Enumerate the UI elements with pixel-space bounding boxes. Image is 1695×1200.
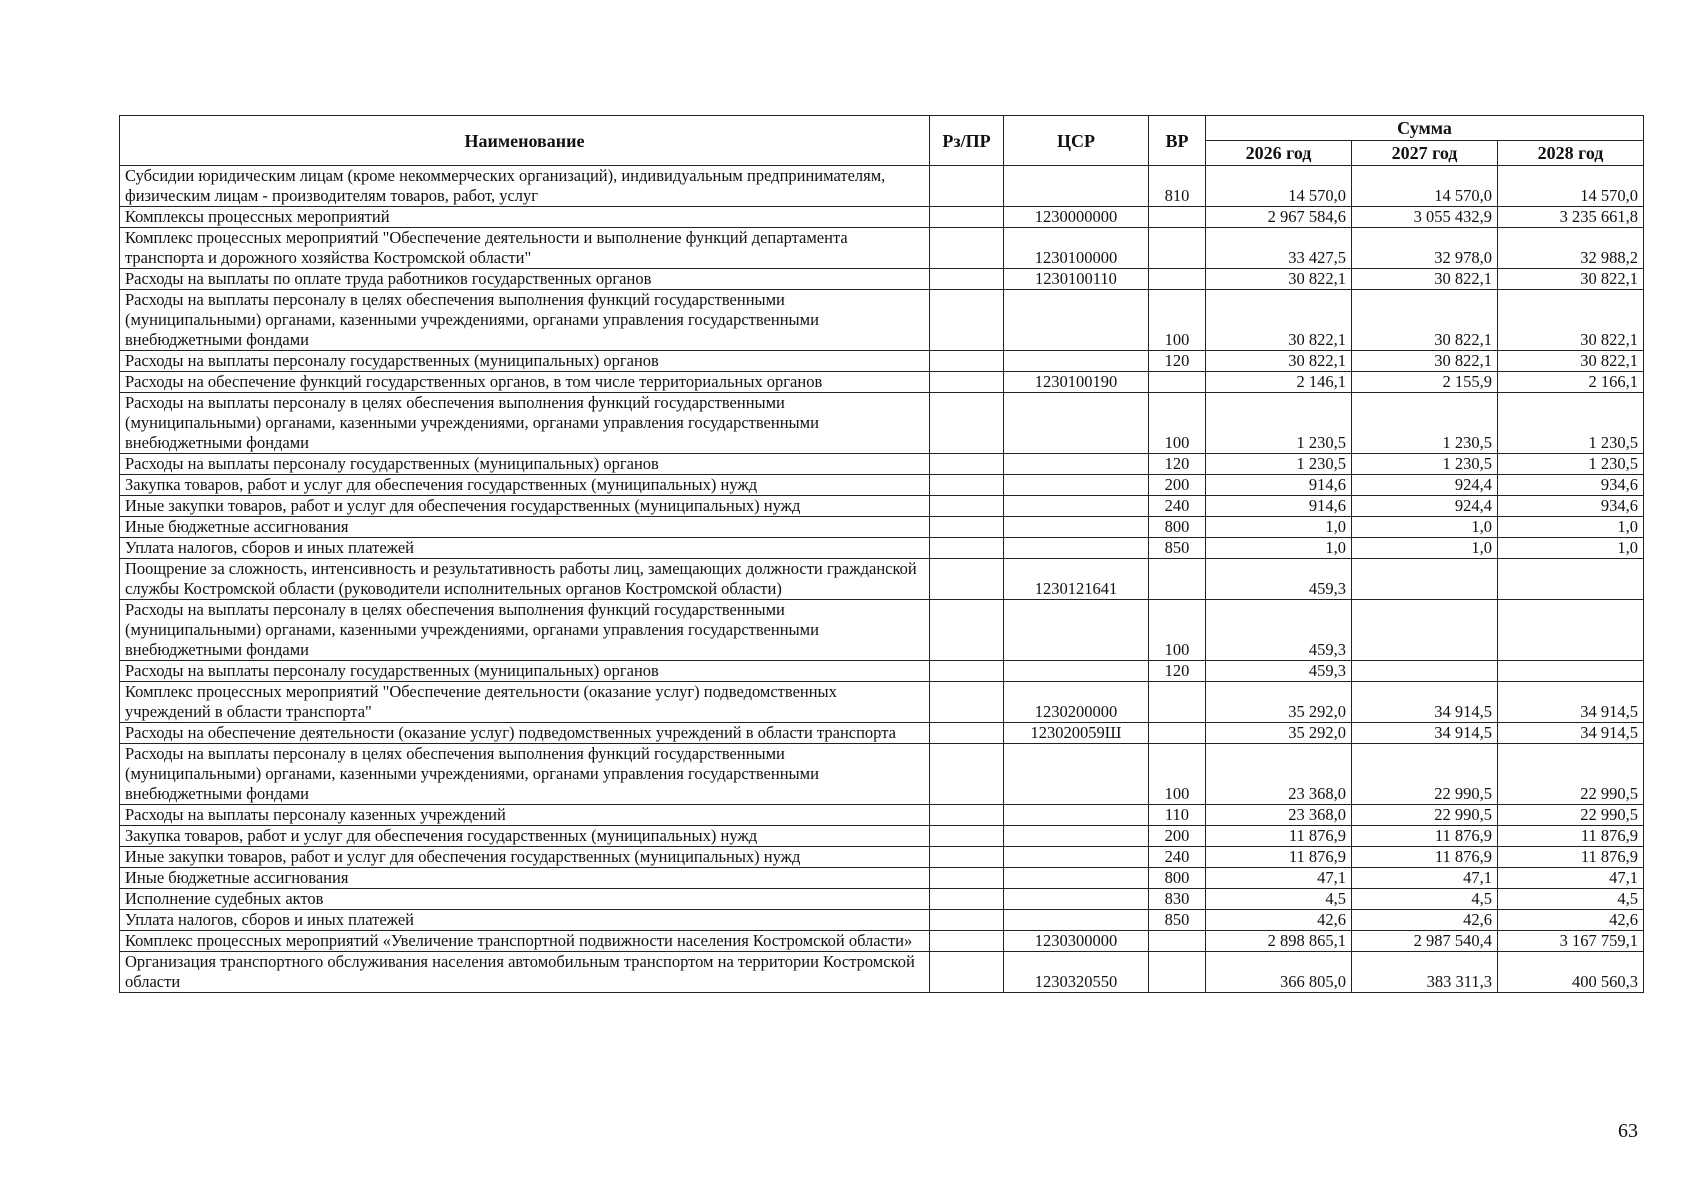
cell-2027: 34 914,5 bbox=[1352, 682, 1498, 723]
cell-2028: 934,6 bbox=[1498, 475, 1644, 496]
cell-vr: 800 bbox=[1149, 517, 1206, 538]
table-row bbox=[120, 372, 1644, 393]
table-row bbox=[120, 805, 1644, 826]
cell-rzpr bbox=[930, 847, 1004, 868]
cell-2026: 30 822,1 bbox=[1206, 269, 1352, 290]
cell-2026: 2 967 584,6 bbox=[1206, 207, 1352, 228]
cell-rzpr bbox=[930, 538, 1004, 559]
cell-vr: 110 bbox=[1149, 805, 1206, 826]
cell-2026: 30 822,1 bbox=[1206, 351, 1352, 372]
cell-name: Исполнение судебных актов bbox=[120, 889, 930, 910]
table-row bbox=[120, 847, 1644, 868]
cell-2027 bbox=[1352, 600, 1498, 661]
cell-2026: 459,3 bbox=[1206, 559, 1352, 600]
table-row bbox=[120, 228, 1644, 269]
cell-name: Расходы на обеспечение функций государственных органов, в том числе территориальных органов bbox=[120, 372, 930, 393]
cell-rzpr bbox=[930, 351, 1004, 372]
cell-csr: 123020059Ш bbox=[1004, 723, 1149, 744]
cell-2027 bbox=[1352, 559, 1498, 600]
cell-name: Иные бюджетные ассигнования bbox=[120, 868, 930, 889]
cell-2027: 47,1 bbox=[1352, 868, 1498, 889]
table-row bbox=[120, 207, 1644, 228]
cell-2028 bbox=[1498, 559, 1644, 600]
cell-name: Закупка товаров, работ и услуг для обеспечения государственных (муниципальных) нужд bbox=[120, 475, 930, 496]
cell-rzpr bbox=[930, 952, 1004, 993]
cell-2027: 2 987 540,4 bbox=[1352, 931, 1498, 952]
cell-rzpr bbox=[930, 269, 1004, 290]
cell-2026: 914,6 bbox=[1206, 475, 1352, 496]
cell-csr bbox=[1004, 868, 1149, 889]
cell-2026: 47,1 bbox=[1206, 868, 1352, 889]
cell-2028: 11 876,9 bbox=[1498, 826, 1644, 847]
cell-2026: 1 230,5 bbox=[1206, 393, 1352, 454]
budget-document bbox=[119, 115, 1643, 993]
cell-name: Организация транспортного обслуживания населения автомобильным транспортом на территории Костромской области bbox=[120, 952, 930, 993]
cell-2026: 1,0 bbox=[1206, 538, 1352, 559]
cell-vr bbox=[1149, 931, 1206, 952]
cell-vr: 850 bbox=[1149, 910, 1206, 931]
cell-rzpr bbox=[930, 517, 1004, 538]
table-row bbox=[120, 889, 1644, 910]
cell-2028: 34 914,5 bbox=[1498, 723, 1644, 744]
cell-2027: 34 914,5 bbox=[1352, 723, 1498, 744]
cell-2027: 924,4 bbox=[1352, 475, 1498, 496]
cell-name: Закупка товаров, работ и услуг для обеспечения государственных (муниципальных) нужд bbox=[120, 826, 930, 847]
cell-2028: 1,0 bbox=[1498, 538, 1644, 559]
table-row bbox=[120, 166, 1644, 207]
cell-rzpr bbox=[930, 661, 1004, 682]
cell-name: Уплата налогов, сборов и иных платежей bbox=[120, 910, 930, 931]
cell-name: Расходы на выплаты по оплате труда работников государственных органов bbox=[120, 269, 930, 290]
cell-name: Расходы на обеспечение деятельности (оказание услуг) подведомственных учреждений в области транспорта bbox=[120, 723, 930, 744]
cell-rzpr bbox=[930, 393, 1004, 454]
cell-vr: 800 bbox=[1149, 868, 1206, 889]
cell-csr bbox=[1004, 910, 1149, 931]
cell-csr bbox=[1004, 847, 1149, 868]
cell-2028: 34 914,5 bbox=[1498, 682, 1644, 723]
header-year-2026: 2026 год bbox=[1206, 141, 1352, 166]
cell-csr: 1230200000 bbox=[1004, 682, 1149, 723]
cell-rzpr bbox=[930, 475, 1004, 496]
cell-2026: 35 292,0 bbox=[1206, 723, 1352, 744]
cell-name: Комплексы процессных мероприятий bbox=[120, 207, 930, 228]
cell-rzpr bbox=[930, 889, 1004, 910]
cell-2027: 1 230,5 bbox=[1352, 454, 1498, 475]
header-name: Наименование bbox=[120, 116, 930, 166]
cell-vr: 830 bbox=[1149, 889, 1206, 910]
cell-2026: 11 876,9 bbox=[1206, 847, 1352, 868]
cell-name: Комплекс процессных мероприятий "Обеспечение деятельности и выполнение функций департамента транспорта и дорожного хозяйства Костромской области" bbox=[120, 228, 930, 269]
cell-2028: 22 990,5 bbox=[1498, 744, 1644, 805]
cell-2028: 11 876,9 bbox=[1498, 847, 1644, 868]
header-sum: Сумма bbox=[1206, 116, 1644, 141]
header-csr: ЦСР bbox=[1004, 116, 1149, 166]
cell-2026: 23 368,0 bbox=[1206, 805, 1352, 826]
table-header-row bbox=[120, 116, 1644, 141]
cell-vr bbox=[1149, 559, 1206, 600]
table-row bbox=[120, 290, 1644, 351]
cell-csr: 1230121641 bbox=[1004, 559, 1149, 600]
cell-vr bbox=[1149, 952, 1206, 993]
budget-table bbox=[119, 115, 1644, 993]
cell-csr: 1230100190 bbox=[1004, 372, 1149, 393]
cell-vr: 120 bbox=[1149, 351, 1206, 372]
cell-csr bbox=[1004, 600, 1149, 661]
cell-2027: 30 822,1 bbox=[1352, 269, 1498, 290]
cell-vr: 120 bbox=[1149, 454, 1206, 475]
table-row bbox=[120, 600, 1644, 661]
table-row bbox=[120, 826, 1644, 847]
cell-name: Иные закупки товаров, работ и услуг для обеспечения государственных (муниципальных) нужд bbox=[120, 496, 930, 517]
cell-2027: 32 978,0 bbox=[1352, 228, 1498, 269]
cell-2027: 14 570,0 bbox=[1352, 166, 1498, 207]
cell-rzpr bbox=[930, 931, 1004, 952]
cell-rzpr bbox=[930, 228, 1004, 269]
cell-2028: 32 988,2 bbox=[1498, 228, 1644, 269]
cell-vr: 240 bbox=[1149, 496, 1206, 517]
cell-2027: 924,4 bbox=[1352, 496, 1498, 517]
cell-name: Расходы на выплаты персоналу государственных (муниципальных) органов bbox=[120, 661, 930, 682]
table-row bbox=[120, 393, 1644, 454]
cell-rzpr bbox=[930, 826, 1004, 847]
cell-2027: 11 876,9 bbox=[1352, 847, 1498, 868]
cell-2026: 459,3 bbox=[1206, 600, 1352, 661]
cell-csr: 1230000000 bbox=[1004, 207, 1149, 228]
cell-name: Расходы на выплаты персоналу государственных (муниципальных) органов bbox=[120, 454, 930, 475]
cell-2027: 4,5 bbox=[1352, 889, 1498, 910]
cell-2028: 1 230,5 bbox=[1498, 393, 1644, 454]
table-row bbox=[120, 351, 1644, 372]
cell-rzpr bbox=[930, 290, 1004, 351]
cell-2028: 934,6 bbox=[1498, 496, 1644, 517]
cell-vr: 240 bbox=[1149, 847, 1206, 868]
cell-vr bbox=[1149, 682, 1206, 723]
table-row bbox=[120, 723, 1644, 744]
cell-vr: 100 bbox=[1149, 290, 1206, 351]
cell-csr bbox=[1004, 661, 1149, 682]
cell-vr: 850 bbox=[1149, 538, 1206, 559]
cell-name: Расходы на выплаты персоналу в целях обеспечения выполнения функций государственными (муниципальными) органами, казенными учреждениями, органами управления государственными внебюджетными фондами bbox=[120, 744, 930, 805]
cell-2027: 1,0 bbox=[1352, 517, 1498, 538]
cell-2028: 42,6 bbox=[1498, 910, 1644, 931]
cell-2028: 30 822,1 bbox=[1498, 351, 1644, 372]
cell-2026: 366 805,0 bbox=[1206, 952, 1352, 993]
cell-2027: 42,6 bbox=[1352, 910, 1498, 931]
cell-rzpr bbox=[930, 372, 1004, 393]
cell-2026: 4,5 bbox=[1206, 889, 1352, 910]
cell-csr: 1230100000 bbox=[1004, 228, 1149, 269]
cell-rzpr bbox=[930, 723, 1004, 744]
cell-vr: 810 bbox=[1149, 166, 1206, 207]
cell-2028: 30 822,1 bbox=[1498, 290, 1644, 351]
header-year-2028: 2028 год bbox=[1498, 141, 1644, 166]
cell-name: Уплата налогов, сборов и иных платежей bbox=[120, 538, 930, 559]
cell-2027: 11 876,9 bbox=[1352, 826, 1498, 847]
cell-vr: 120 bbox=[1149, 661, 1206, 682]
cell-2026: 14 570,0 bbox=[1206, 166, 1352, 207]
cell-csr bbox=[1004, 166, 1149, 207]
cell-csr bbox=[1004, 538, 1149, 559]
cell-2027: 3 055 432,9 bbox=[1352, 207, 1498, 228]
cell-name: Комплекс процессных мероприятий "Обеспечение деятельности (оказание услуг) подведомственных учреждений в области транспорта" bbox=[120, 682, 930, 723]
cell-rzpr bbox=[930, 166, 1004, 207]
table-row bbox=[120, 454, 1644, 475]
cell-2028: 30 822,1 bbox=[1498, 269, 1644, 290]
cell-vr bbox=[1149, 269, 1206, 290]
cell-vr bbox=[1149, 723, 1206, 744]
header-rzpr: Рз/ПР bbox=[930, 116, 1004, 166]
cell-name: Расходы на выплаты персоналу казенных учреждений bbox=[120, 805, 930, 826]
cell-2028: 22 990,5 bbox=[1498, 805, 1644, 826]
cell-2026: 459,3 bbox=[1206, 661, 1352, 682]
cell-rzpr bbox=[930, 682, 1004, 723]
cell-2026: 23 368,0 bbox=[1206, 744, 1352, 805]
table-row bbox=[120, 661, 1644, 682]
cell-vr bbox=[1149, 372, 1206, 393]
cell-2026: 11 876,9 bbox=[1206, 826, 1352, 847]
table-row bbox=[120, 682, 1644, 723]
cell-name: Комплекс процессных мероприятий «Увеличение транспортной подвижности населения Костромской области» bbox=[120, 931, 930, 952]
cell-2028: 3 235 661,8 bbox=[1498, 207, 1644, 228]
table-row bbox=[120, 931, 1644, 952]
cell-rzpr bbox=[930, 496, 1004, 517]
cell-vr bbox=[1149, 207, 1206, 228]
cell-2027: 1 230,5 bbox=[1352, 393, 1498, 454]
cell-2027: 22 990,5 bbox=[1352, 744, 1498, 805]
cell-name: Расходы на выплаты персоналу в целях обеспечения выполнения функций государственными (муниципальными) органами, казенными учреждениями, органами управления государственными внебюджетными фондами bbox=[120, 290, 930, 351]
cell-2027: 30 822,1 bbox=[1352, 290, 1498, 351]
cell-2027: 383 311,3 bbox=[1352, 952, 1498, 993]
cell-2028: 2 166,1 bbox=[1498, 372, 1644, 393]
cell-2026: 33 427,5 bbox=[1206, 228, 1352, 269]
cell-2026: 35 292,0 bbox=[1206, 682, 1352, 723]
cell-vr: 200 bbox=[1149, 475, 1206, 496]
cell-2028: 14 570,0 bbox=[1498, 166, 1644, 207]
cell-rzpr bbox=[930, 454, 1004, 475]
cell-rzpr bbox=[930, 600, 1004, 661]
cell-rzpr bbox=[930, 868, 1004, 889]
table-row bbox=[120, 475, 1644, 496]
cell-csr bbox=[1004, 517, 1149, 538]
cell-2028: 400 560,3 bbox=[1498, 952, 1644, 993]
table-body bbox=[120, 166, 1644, 993]
cell-name: Расходы на выплаты персоналу в целях обеспечения выполнения функций государственными (муниципальными) органами, казенными учреждениями, органами управления государственными внебюджетными фондами bbox=[120, 393, 930, 454]
cell-rzpr bbox=[930, 805, 1004, 826]
cell-rzpr bbox=[930, 910, 1004, 931]
cell-2026: 42,6 bbox=[1206, 910, 1352, 931]
cell-2028: 4,5 bbox=[1498, 889, 1644, 910]
cell-csr bbox=[1004, 393, 1149, 454]
header-year-2027: 2027 год bbox=[1352, 141, 1498, 166]
cell-2027: 2 155,9 bbox=[1352, 372, 1498, 393]
cell-vr: 100 bbox=[1149, 744, 1206, 805]
cell-name: Поощрение за сложность, интенсивность и результативность работы лиц, замещающих должности гражданской службы Костромской области (руководители исполнительных органов Костромской области) bbox=[120, 559, 930, 600]
cell-2028: 3 167 759,1 bbox=[1498, 931, 1644, 952]
cell-name: Иные бюджетные ассигнования bbox=[120, 517, 930, 538]
cell-2027 bbox=[1352, 661, 1498, 682]
cell-vr: 200 bbox=[1149, 826, 1206, 847]
cell-csr bbox=[1004, 744, 1149, 805]
cell-csr: 1230100110 bbox=[1004, 269, 1149, 290]
cell-name: Расходы на выплаты персоналу государственных (муниципальных) органов bbox=[120, 351, 930, 372]
cell-2026: 30 822,1 bbox=[1206, 290, 1352, 351]
table-row bbox=[120, 517, 1644, 538]
cell-2027: 30 822,1 bbox=[1352, 351, 1498, 372]
cell-csr bbox=[1004, 454, 1149, 475]
cell-name: Субсидии юридическим лицам (кроме некоммерческих организаций), индивидуальным предпринимателям, физическим лицам - производителям товаров, работ, услуг bbox=[120, 166, 930, 207]
table-row bbox=[120, 269, 1644, 290]
table-row bbox=[120, 910, 1644, 931]
cell-csr: 1230320550 bbox=[1004, 952, 1149, 993]
cell-2028: 1,0 bbox=[1498, 517, 1644, 538]
table-row bbox=[120, 496, 1644, 517]
cell-csr bbox=[1004, 496, 1149, 517]
table-row bbox=[120, 559, 1644, 600]
cell-2026: 914,6 bbox=[1206, 496, 1352, 517]
cell-csr bbox=[1004, 805, 1149, 826]
cell-2027: 1,0 bbox=[1352, 538, 1498, 559]
cell-2026: 1,0 bbox=[1206, 517, 1352, 538]
cell-csr bbox=[1004, 889, 1149, 910]
header-vr: ВР bbox=[1149, 116, 1206, 166]
cell-rzpr bbox=[930, 207, 1004, 228]
cell-vr: 100 bbox=[1149, 600, 1206, 661]
table-row bbox=[120, 538, 1644, 559]
cell-name: Расходы на выплаты персоналу в целях обеспечения выполнения функций государственными (муниципальными) органами, казенными учреждениями, органами управления государственными внебюджетными фондами bbox=[120, 600, 930, 661]
cell-rzpr bbox=[930, 559, 1004, 600]
page-number: 63 bbox=[1618, 1120, 1638, 1142]
cell-2028 bbox=[1498, 661, 1644, 682]
cell-csr bbox=[1004, 290, 1149, 351]
cell-rzpr bbox=[930, 744, 1004, 805]
cell-2026: 2 898 865,1 bbox=[1206, 931, 1352, 952]
cell-vr: 100 bbox=[1149, 393, 1206, 454]
cell-csr bbox=[1004, 475, 1149, 496]
table-row bbox=[120, 868, 1644, 889]
cell-name: Иные закупки товаров, работ и услуг для обеспечения государственных (муниципальных) нужд bbox=[120, 847, 930, 868]
table-row bbox=[120, 744, 1644, 805]
cell-2026: 2 146,1 bbox=[1206, 372, 1352, 393]
cell-vr bbox=[1149, 228, 1206, 269]
cell-2027: 22 990,5 bbox=[1352, 805, 1498, 826]
cell-2028: 1 230,5 bbox=[1498, 454, 1644, 475]
table-row bbox=[120, 952, 1644, 993]
cell-csr bbox=[1004, 826, 1149, 847]
cell-csr bbox=[1004, 351, 1149, 372]
cell-2028: 47,1 bbox=[1498, 868, 1644, 889]
cell-2028 bbox=[1498, 600, 1644, 661]
cell-csr: 1230300000 bbox=[1004, 931, 1149, 952]
cell-2026: 1 230,5 bbox=[1206, 454, 1352, 475]
